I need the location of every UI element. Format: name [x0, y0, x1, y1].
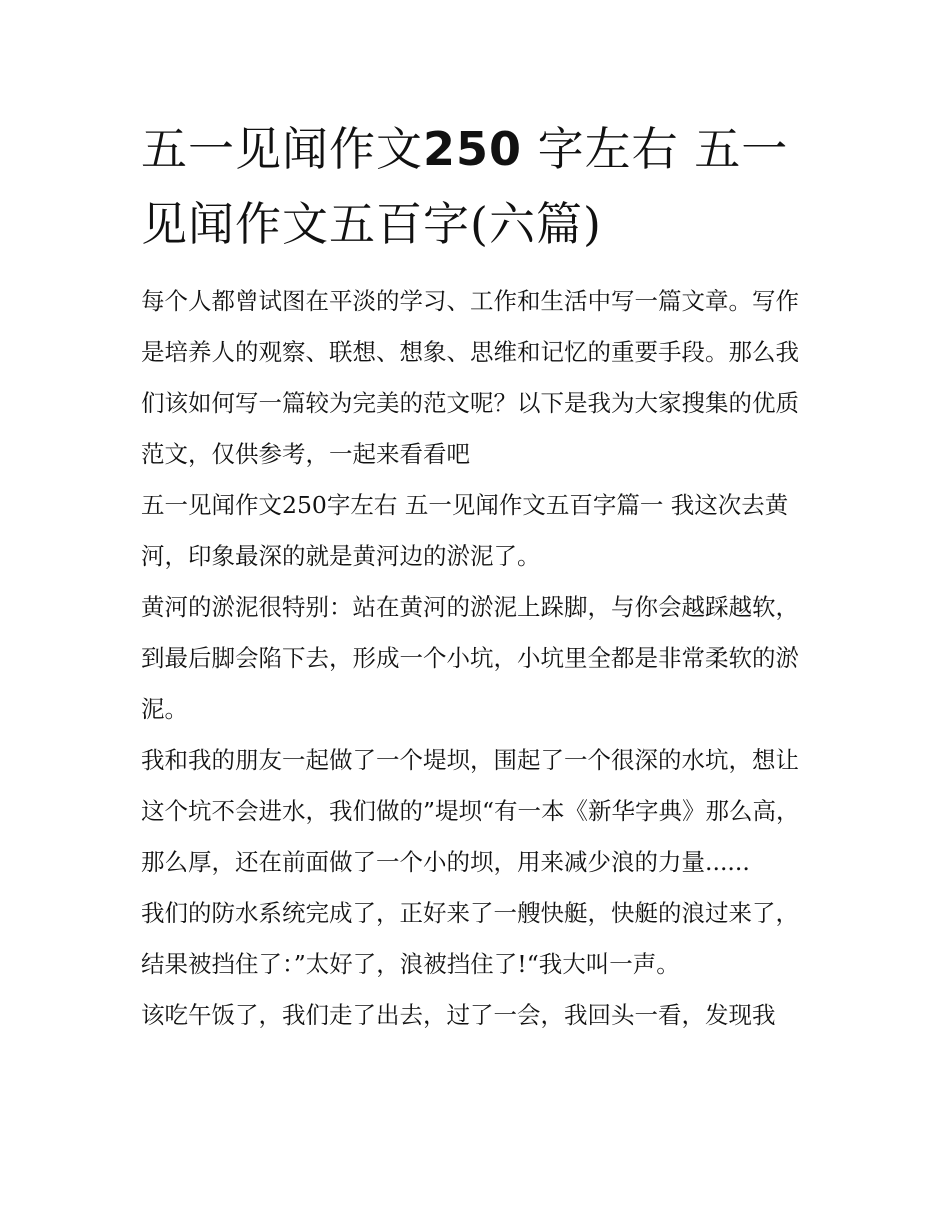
paragraph-lunch: 该吃午饭了，我们走了出去，过了一会，我回头一看，发现我	[141, 1001, 776, 1029]
paragraph-silt: 黄河的淤泥很特别：站在黄河的淤泥上跺脚，与你会越踩越软，到最后脚会陷下去，形成一个小坑，小坑里全都是非常柔软的淤泥。	[141, 593, 799, 723]
paragraph-speedboat: 我们的防水系统完成了，正好来了一艘快艇，快艇的浪过来了，结果被挡住了：”太好了，浪被挡住了!“我大叫一声。	[141, 899, 799, 978]
document-page	[141, 112, 813, 1041]
paragraph-heading-1: 五一见闻作文250字左右 五一见闻作文五百字篇一 我这次去黄河，印象最深的就是黄河边的淤泥了。	[141, 491, 789, 570]
title-number: 250	[423, 122, 523, 176]
document-title	[141, 112, 813, 262]
paragraph-intro: 每个人都曾试图在平淡的学习、工作和生活中写一篇文章。写作是培养人的观察、联想、想象、思维和记忆的重要手段。那么我们该如何写一篇较为完美的范文呢？以下是我为大家搜集的优质范文，仅供参考，一起来看看吧	[141, 287, 799, 468]
title-part-2: 字左右 五一见闻作文五百字(六篇)	[141, 122, 789, 251]
title-part-1: 五一见闻作文	[141, 122, 423, 176]
paragraph-dam: 我和我的朋友一起做了一个堤坝，围起了一个很深的水坑，想让这个坑不会进水，我们做的”堤坝“有一本《新华字典》那么高，那么厚，还在前面做了一个小的坝，用来减少浪的力量......	[141, 746, 800, 876]
